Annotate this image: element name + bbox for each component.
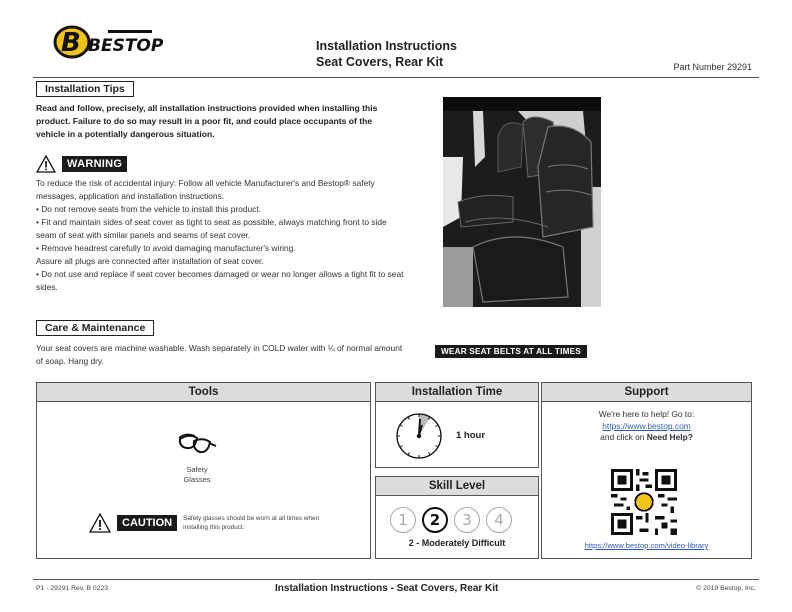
installation-time-value: 1 hour: [456, 430, 486, 441]
skill-level-label: 2 - Moderately Difficult: [408, 538, 506, 548]
skill-level-heading: Skill Level: [376, 477, 538, 496]
support-panel: [541, 382, 752, 559]
tools-panel: [36, 382, 371, 559]
warning-badge: WARNING: [62, 156, 127, 172]
skill-level-panel: [375, 476, 539, 559]
safety-glasses-icon: [177, 433, 217, 461]
need-help-label: Need Help?: [646, 432, 693, 442]
support-website-link[interactable]: https://www.bestop.com: [602, 420, 691, 431]
svg-text:B: B: [61, 28, 81, 58]
warning-line: • Do not remove seats from the vehicle to install this product.: [36, 204, 261, 214]
support-intro: We're here to help! Go to:: [598, 409, 695, 419]
warning-text: [36, 177, 406, 294]
seat-belt-notice: WEAR SEAT BELTS AT ALL TIMES: [435, 345, 587, 358]
care-maintenance-text: Your seat covers are machine washable. Wash separately in COLD water with ¼ of normal amount of soap. Hang dry.: [36, 343, 403, 366]
caution-text: Safety glasses should be worn at all times when installing this product.: [183, 515, 320, 531]
safety-glasses-label: Safety Glasses: [183, 465, 211, 484]
warning-line: Assure all plugs are connected after installation of seat cover.: [36, 256, 264, 266]
footer-revision: P1 - 29291 Rev. B 0223: [36, 585, 109, 592]
warning-line: • Remove headrest carefully to avoid damaging manufacturer's wiring.: [36, 243, 296, 253]
warning-header: [36, 155, 127, 173]
tools-heading: Tools: [37, 383, 370, 402]
caution-triangle-icon: [89, 513, 111, 533]
qr-code[interactable]: [611, 469, 677, 535]
footer-divider: [33, 579, 759, 580]
skill-level-2-selected: 2: [422, 507, 448, 533]
warning-triangle-icon: [36, 155, 56, 173]
care-maintenance-heading: Care & Maintenance: [36, 320, 154, 336]
support-instruction: and click on Need Help?: [600, 432, 693, 442]
svg-text:BESTOP: BESTOP: [88, 36, 164, 56]
skill-level-1: 1: [390, 507, 416, 533]
installation-tips-text: Read and follow, precisely, all installation instructions provided when installing this product. Failure to do so may result in a poor fit, and could place occupants of the vehicle in a potentially dangerous situation.: [36, 103, 378, 139]
footer-title: Installation Instructions - Seat Covers, Rear Kit: [275, 583, 499, 594]
support-heading: Support: [542, 383, 751, 402]
skill-level-4: 4: [486, 507, 512, 533]
video-library-link[interactable]: https://www.bestop.com/video-library: [584, 541, 709, 550]
installation-time-panel: [375, 382, 539, 468]
clock-icon: [394, 411, 444, 461]
caution-notice: [89, 513, 323, 533]
skill-level-3: 3: [454, 507, 480, 533]
installation-tips-heading: Installation Tips: [36, 81, 134, 97]
installation-time-heading: Installation Time: [376, 383, 538, 402]
part-number: Part Number 29291: [673, 62, 752, 72]
header-divider: [33, 77, 759, 78]
footer-copyright: © 2019 Bestop, Inc.: [696, 585, 756, 592]
warning-line: To reduce the risk of accidental injury: Follow all vehicle Manufacturer's and Bestop® safety messages, application and installation instructions.: [36, 178, 375, 201]
title-line-2: Seat Covers, Rear Kit: [316, 55, 444, 69]
support-text: [542, 409, 751, 444]
title-line-1: Installation Instructions: [316, 39, 457, 53]
caution-badge: CAUTION: [117, 515, 177, 531]
bestop-logo: [52, 22, 167, 62]
warning-line: • Do not use and replace if seat cover becomes damaged or wear no longer allows a tight fit to seat sides.: [36, 269, 404, 292]
skill-level-scale: [390, 507, 512, 533]
seat-photo: [443, 97, 601, 307]
warning-line: • Fit and maintain sides of seat cover as tight to seat as possible, always matching front to side seam of seat with similar panels and seams of seat cover.: [36, 217, 387, 240]
document-title: [316, 38, 457, 70]
